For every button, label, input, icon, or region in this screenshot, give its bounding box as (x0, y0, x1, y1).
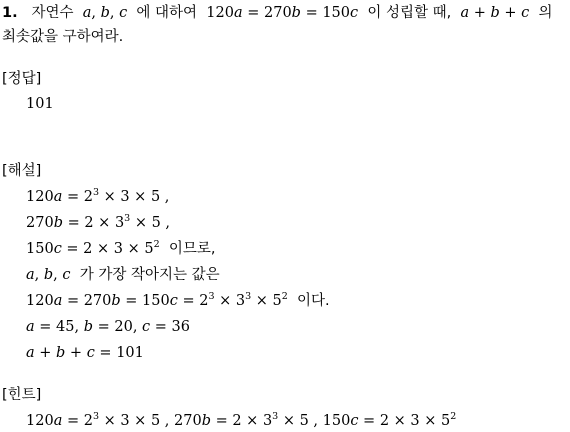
problem-number: 1. (2, 5, 18, 21)
hint-sep-2: , (313, 413, 319, 429)
solution-line-3: $150c = 2 \times 3 \times 5^2$ 이므로, (26, 239, 216, 257)
solution-line-5: $120a = 270b = 150c = 2^3 \times 3^3 \times 5^2$ 이다. (26, 291, 330, 309)
problem-equation: 120a = 270b = 150c (206, 5, 359, 21)
problem-text-2: 에 대하여 (136, 5, 198, 21)
solution-comma-1: , (164, 189, 170, 205)
problem-text-4: 의 (538, 5, 553, 21)
problem-line-1 (2, 4, 553, 22)
hint-line: $120a = 2^3 \times 3 \times 5$ , $270b = 2 \times 3^3 \times 5$ , $150c = 2 \times 3 \times 5^2$ (26, 411, 457, 429)
solution-ipeuro: 이므로, (168, 241, 216, 257)
problem-vars: a, b, c (82, 5, 128, 21)
solution-line-6: a = 45, b = 20, c = 36 (26, 319, 190, 335)
solution-comma-2: , (165, 215, 171, 231)
solution-line-1: $120a = 2^3 \times 3 \times 5$ , (26, 187, 170, 205)
solution-line-4: a, b, c 가 가장 작아지는 값은 (26, 267, 220, 283)
answer-header: [정답] (2, 71, 42, 87)
hint-sep-1: , (164, 413, 170, 429)
hint-header: [힌트] (2, 387, 42, 403)
problem-text-1: 자연수 (31, 5, 74, 21)
answer-value: 101 (26, 96, 54, 112)
solution-line-4-text: 가 가장 작아지는 값은 (79, 267, 220, 283)
solution-line-2: $270b = 2 \times 3^3 \times 5$ , (26, 213, 171, 231)
solution-line-7: a + b + c = 101 (26, 345, 144, 361)
solution-ida: 이다. (297, 293, 330, 309)
problem-line-2: 최솟값을 구하여라. (2, 29, 124, 45)
problem-text-3: 이 성립할 때, (367, 5, 452, 21)
solution-header: [해설] (2, 163, 42, 179)
problem-sum: a + b + c (460, 5, 530, 21)
